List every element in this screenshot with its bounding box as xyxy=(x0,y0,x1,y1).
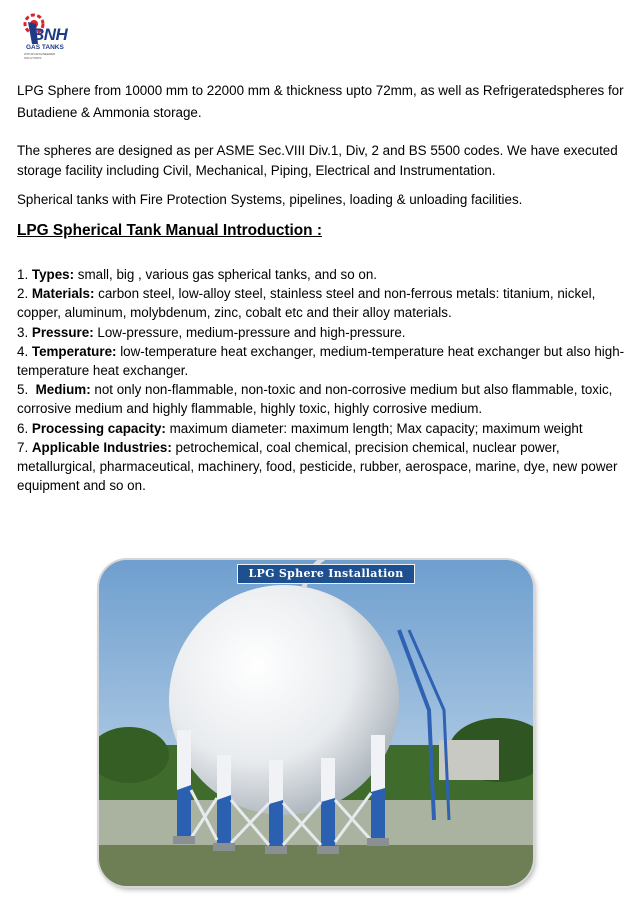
item-text: petrochemical, coal chemical, precision chemical, nuclear power, metallurgical, pharmaceutical, machinery, food, pesticide, rubber, aerospace, marine, dye, new power equipment and so on. xyxy=(17,439,618,494)
list-item xyxy=(17,265,631,284)
item-label: Materials: xyxy=(31,286,95,302)
logo-wordmark: BNH xyxy=(32,25,68,44)
intro-paragraph-3: Spherical tanks with Fire Protection Systems, pipelines, loading & unloading facilities. xyxy=(17,192,523,207)
list-item xyxy=(17,419,631,438)
section-heading: LPG Spherical Tank Manual Introduction : xyxy=(17,222,322,239)
item-number: 3. xyxy=(17,324,32,340)
item-label: Pressure: xyxy=(31,324,94,340)
intro-paragraph-1: LPG Sphere from 10000 mm to 22000 mm & thickness upto 72mm, as well as Refrigeratedspheres for Butadiene & Ammonia storage. xyxy=(17,83,624,120)
intro-paragraph-2: The spheres are designed as per ASME Sec.VIII Div.1, Div, 2 and BS 5500 codes. We have executed storage facility including Civil, Mechanical, Piping, Electrical and Instrumentation. xyxy=(17,143,618,178)
list-item xyxy=(17,342,631,380)
item-label: Medium: xyxy=(35,382,91,398)
photo-caption: LPG Sphere Installation xyxy=(237,564,415,584)
item-text: Low-pressure, medium-pressure and high-pressure. xyxy=(93,324,406,340)
item-text: carbon steel, low-alloy steel, stainless steel and non-ferrous metals: titanium, nickel, copper, aluminum, molybdenum, zinc, cobalt etc and their alloy materials. xyxy=(17,286,596,321)
item-label: Applicable Industries: xyxy=(31,439,172,455)
item-text: not only non-flammable, non-toxic and non-corrosive medium but also flammable, toxic, corrosive medium and highly flammable, highly toxic, highly corrosive medium. xyxy=(17,382,613,417)
item-label: Types: xyxy=(31,267,75,282)
logo-subtitle: GAS TANKS xyxy=(26,44,64,51)
item-text: low-temperature heat exchanger, medium-temperature heat exchanger but also high-temperature heat exchanger. xyxy=(17,343,625,379)
lpg-sphere-photo xyxy=(99,560,533,886)
item-number: 1. xyxy=(17,267,32,282)
sphere-illustration xyxy=(99,560,533,886)
features-list xyxy=(17,265,631,495)
list-item xyxy=(17,438,631,496)
list-item xyxy=(17,323,631,342)
logo-tagline: WITHIN ENGINEERED SOLUTIONS xyxy=(24,52,56,60)
item-text: maximum diameter: maximum length; Max capacity; maximum weight xyxy=(165,420,583,436)
item-text: small, big , various gas spherical tanks, and so on. xyxy=(74,267,377,282)
list-item xyxy=(17,380,631,418)
item-number: 7. xyxy=(17,439,32,455)
list-item xyxy=(17,284,631,322)
item-number: 6. xyxy=(17,420,32,436)
item-label: Processing capacity: xyxy=(31,420,166,436)
item-number: 2. xyxy=(17,286,32,302)
item-number: 4. xyxy=(17,343,32,359)
item-number: 5. xyxy=(17,382,36,398)
item-label: Temperature: xyxy=(31,343,117,359)
